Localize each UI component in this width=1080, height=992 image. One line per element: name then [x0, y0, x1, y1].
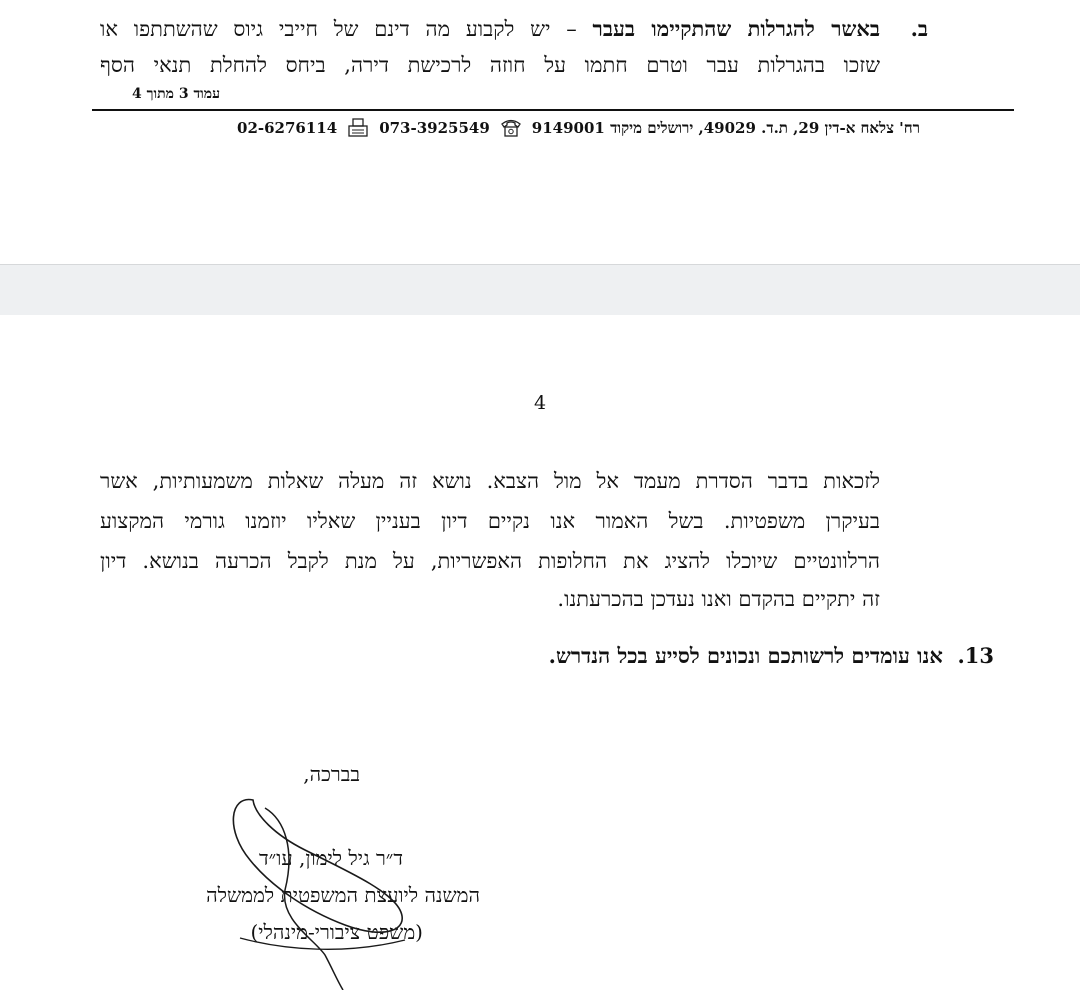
item-13-number: 13. — [957, 643, 994, 668]
telephone-icon — [500, 118, 522, 138]
paragraph-line-3: הרלוונטיים שיוכלו להציג את החלופות האפשריות, על מנת לקבל הכרעה בנושא. דיון — [100, 549, 880, 573]
document-page-3 — [0, 0, 1080, 264]
paragraph-line-2: בעיקרן משפטיות. בשל האמור אנו נקיים דיון בעניין שאליו יוזמנו גורמי המקצוע — [100, 509, 880, 533]
fax-icon — [347, 118, 369, 138]
item-b-heading: באשר להגרלות שהתקיימו בעבר — [592, 16, 880, 41]
footer-divider — [92, 109, 1014, 111]
page-number: 4 — [533, 392, 547, 414]
letterhead-footer — [237, 118, 920, 138]
signer-name: ד״ר גיל לימון, עו״ד — [259, 846, 403, 870]
footer-fax: 02-6276114 — [237, 119, 338, 137]
paragraph-line-1: לזכאות בדבר הסדרת מעמד אל מול הצבא. נושא זה מעלה שאלות משמעותיות, אשר — [100, 469, 880, 493]
item-b-text: – יש לקבוע מה דינם של חייבי גיוס שהשתתפו או — [100, 17, 593, 41]
footer-phone: 073-3925549 — [379, 119, 490, 137]
item-b-line-2: שזכו בהגרלות עבר וטרם חתמו על חוזה לרכישת דירה, ביחס להחלת תנאי הסף — [100, 53, 880, 77]
item-13-text: אנו עומדים לרשותכם ונכונים לסייע בכל הנדרש. — [548, 643, 943, 668]
page-separator — [0, 264, 1080, 316]
closing: בברכה, — [303, 762, 360, 786]
paragraph-line-4: זה יתקיים בהקדם ואנו נעדכן בהכרעתנו. — [557, 587, 880, 611]
document-page-4 — [0, 315, 1080, 992]
item-letter: ב. — [910, 16, 928, 41]
signer-title: המשנה ליועצת המשפטית לממשלה — [206, 883, 480, 907]
signer-department: (משפט ציבורי-מינהלי) — [250, 920, 423, 944]
footer-address: רח' צלאח א-דין 29, ת.ד. 49029, ירושלים מיקוד 9149001 — [531, 118, 920, 137]
page-count: עמוד 3 מתוך 4 — [132, 86, 220, 102]
item-b-line-1 — [100, 16, 880, 42]
item-13 — [394, 643, 994, 669]
